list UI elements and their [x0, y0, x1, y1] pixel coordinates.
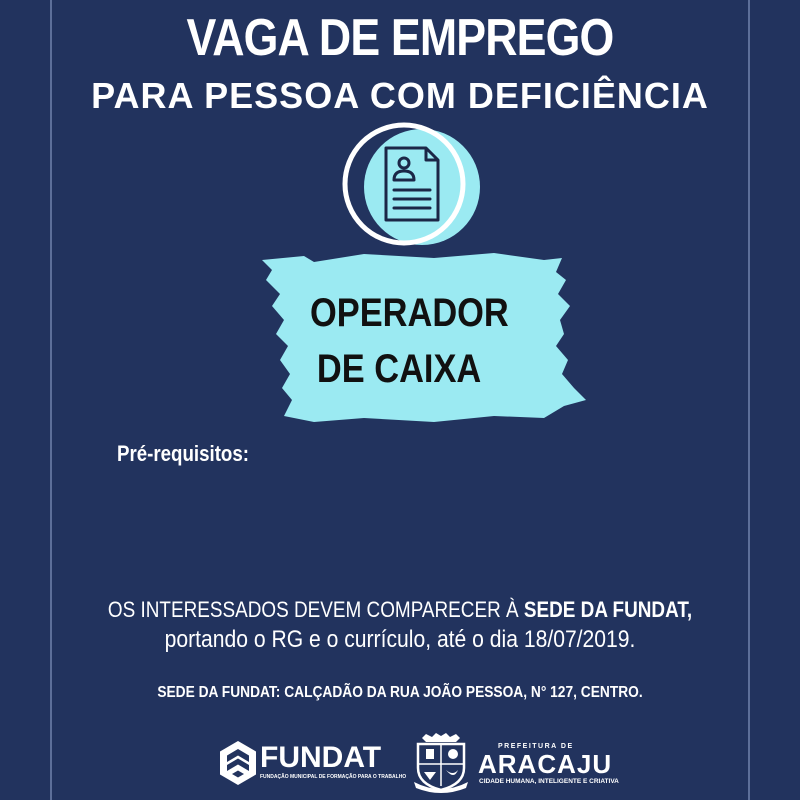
right-border-line — [748, 0, 750, 800]
aracaju-prefix: PREFEITURA DE — [498, 743, 574, 750]
address-text: SEDE DA FUNDAT: CALÇADÃO DA RUA JOÃO PESSOA, N° 127, CENTRO. — [157, 684, 643, 701]
fundat-subtitle: FUNDAÇÃO MUNICIPAL DE FORMAÇÃO PARA O TRABALHO — [260, 774, 407, 780]
job-title-line2: DE CAIXA — [316, 347, 482, 391]
fundat-logo — [218, 740, 407, 788]
info-line1 — [56, 595, 744, 625]
fundat-name: FUNDAT — [260, 741, 382, 774]
aracaju-crest-icon — [412, 732, 470, 794]
job-title-line1: OPERADOR — [310, 291, 509, 335]
prerequisites-label: Pré-requisitos: — [117, 441, 249, 466]
aracaju-subtitle: CIDADE HUMANA, INTELIGENTE E CRIATIVA — [479, 778, 619, 785]
info-line2: portando o RG e o currículo, até o dia 18/07/2019. — [164, 626, 636, 653]
left-border-line — [50, 0, 52, 800]
aracaju-name: ARACAJU — [478, 749, 613, 779]
fundat-hexagon-icon — [218, 740, 258, 786]
resume-document-icon — [340, 122, 490, 252]
aracaju-logo — [412, 732, 619, 794]
info-line1-bold: SEDE DA FUNDAT, — [523, 597, 693, 622]
info-text — [0, 595, 800, 655]
page-title: VAGA DE EMPREGO — [186, 9, 614, 67]
job-title — [310, 285, 534, 397]
page-subtitle: PARA PESSOA COM DEFICIÊNCIA — [91, 75, 709, 116]
info-line1-pre: OS INTERESSADOS DEVEM COMPARECER À — [107, 597, 524, 622]
